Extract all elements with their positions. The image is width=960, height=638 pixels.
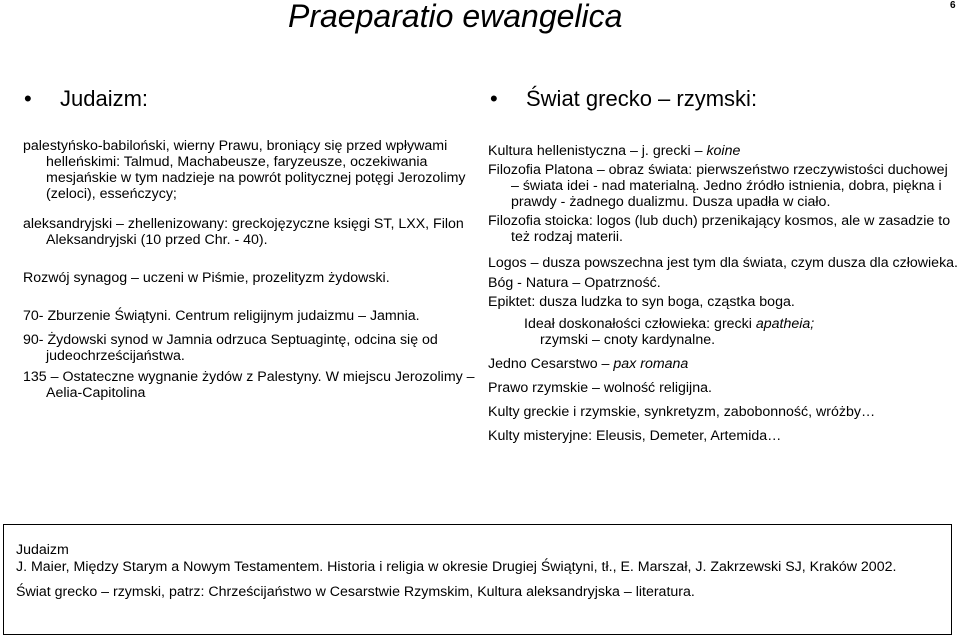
- swiat-grecko-rzymski-heading: [490, 86, 757, 112]
- judaizm-column: [23, 138, 478, 401]
- kultura-text: Kultura hellenistyczna – j. grecki –: [488, 143, 703, 159]
- judaizm-alexandrian: aleksandryjski – zhellenizowany: greckojęzyczne księgi ST, LXX, Filon Aleksandryjski (10 przed Chr. - 40).: [23, 216, 464, 248]
- page-title: Praeparatio ewangelica: [288, 0, 623, 34]
- bullet-icon: •: [24, 86, 32, 111]
- prawo-rzymskie: Prawo rzymskie – wolność religijna.: [488, 380, 712, 396]
- swiat-column: [488, 143, 958, 444]
- references-box: [3, 524, 952, 635]
- judaizm-palestinian: palestyńsko-babiloński, wierny Prawu, broniący się przed wpływami helleńskimi: Talmud, Machabeusze, faryzeusze, oczekiwania mesjańskie w tym nadzieje na powrót politycznej potęgi Jerozolimy (zeloci), esseńczycy;: [23, 138, 466, 202]
- page-number: 6: [950, 0, 956, 11]
- kultura-hellenistyczna: [488, 143, 958, 159]
- filozofia-platona: Filozofia Platona – obraz świata: pierwszeństwo rzeczywistości duchowej – świata idei - nad materialną. Jedno źródło istnienia, dobra, piękna i prawdy - żadnego dualizmu. Dusza upadła w ciało.: [488, 162, 948, 210]
- judaizm-year-70: 70- Zburzenie Świątyni. Centrum religijnym judaizmu – Jamnia.: [23, 308, 420, 324]
- judaizm-heading: [24, 86, 148, 112]
- swiat-heading-text: Świat grecko – rzymski:: [526, 86, 758, 111]
- bullet-icon: •: [490, 86, 498, 111]
- cesarstwo-pax-romana: pax romana: [613, 356, 689, 372]
- ideal-doskonalosci: [488, 316, 958, 348]
- filozofia-stoicka: Filozofia stoicka: logos (lub duch) przenikający kosmos, ale w zasadzie to też rodzaj materii.: [488, 213, 951, 245]
- logos: Logos – dusza powszechna jest tym dla świata, czym dusza dla człowieka.: [488, 255, 958, 271]
- judaizm-year-90: 90- Żydowski synod w Jamnia odrzuca Septuagintę, odcina się od judeochrześcijaństwa.: [23, 332, 438, 364]
- epiktet: Epiktet: dusza ludzka to syn boga, cząstka boga.: [488, 294, 795, 310]
- cesarstwo-text: Jedno Cesarstwo –: [488, 356, 610, 372]
- kultura-koine: koine: [706, 143, 741, 159]
- references-label: Judaizm: [16, 542, 69, 558]
- ideal-apatheia: apatheia;: [755, 316, 815, 332]
- judaizm-heading-text: Judaizm:: [60, 86, 149, 111]
- swiat-reference: Świat grecko – rzymski, patrz: Chrześcijaństwo w Cesarstwie Rzymskim, Kultura aleksandryjska – literatura.: [16, 584, 695, 600]
- judaizm-year-135: 135 – Ostateczne wygnanie żydów z Palestyny. W miejscu Jerozolimy – Aelia-Capitolina: [23, 369, 475, 401]
- judaizm-reference: J. Maier, Między Starym a Nowym Testamentem. Historia i religia w okresie Drugiej Świątyni, tł., E. Marszał, J. Zakrzewski SJ, Kraków 2002.: [16, 559, 897, 575]
- ideal-text: Ideał doskonałości człowieka: grecki: [524, 316, 752, 332]
- kulty-greckie: Kulty greckie i rzymskie, synkretyzm, zabobonność, wróżby…: [488, 404, 876, 420]
- bog-natura: Bóg - Natura – Opatrzność.: [488, 275, 661, 291]
- jedno-cesarstwo: [488, 356, 958, 372]
- judaizm-synagogues: Rozwój synagog – uczeni w Piśmie, prozelityzm żydowski.: [23, 270, 390, 286]
- kulty-misteryjne: Kulty misteryjne: Eleusis, Demeter, Artemida…: [488, 428, 782, 444]
- ideal-rzymski: rzymski – cnoty kardynalne.: [540, 332, 716, 348]
